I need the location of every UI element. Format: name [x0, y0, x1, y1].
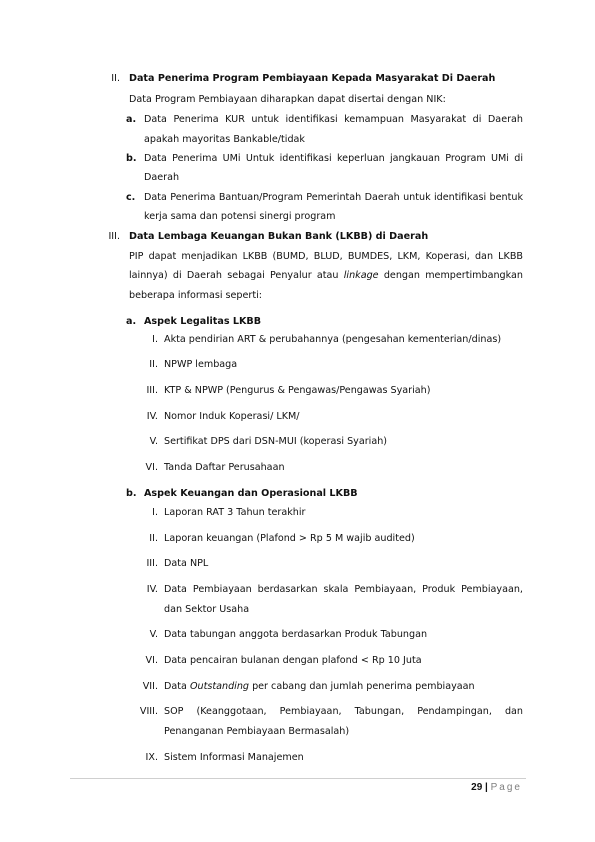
list-item-text: Akta pendirian ART & perubahannya (pengesahan kementerian/dinas)	[164, 334, 502, 345]
list-item-text: Data Penerima UMi Untuk identifikasi keperluan jangkauan Program UMi di	[144, 153, 523, 164]
section-intro: Data Program Pembiayaan diharapkan dapat disertai dengan NIK:	[129, 94, 446, 105]
list-item-text: Penanganan Pembiayaan Bermasalah)	[164, 726, 350, 737]
list-item-text: Sertifikat DPS dari DSN-MUI (koperasi Syariah)	[164, 436, 388, 447]
page-number: 29	[471, 782, 483, 793]
list-item-text: Data Outstanding per cabang dan jumlah penerima pembiayaan	[164, 681, 475, 692]
sub-heading-title: Aspek Legalitas LKBB	[144, 316, 262, 327]
sub-heading-title: Aspek Keuangan dan Operasional LKBB	[144, 488, 358, 499]
sub-heading-label: a.	[126, 316, 137, 327]
list-label: a.	[126, 114, 137, 125]
list-item-text: dan Sektor Usaha	[164, 604, 250, 615]
sub-heading-label: b.	[126, 488, 137, 499]
section-number: III.	[108, 231, 120, 242]
roman-number: IV.	[146, 411, 158, 422]
list-item-text: Laporan keuangan (Plafond > Rp 5 M wajib audited)	[164, 533, 415, 544]
section-number: II.	[111, 73, 120, 84]
list-item-text: SOP (Keanggotaan, Pembiayaan, Tabungan, Pendampingan, dan	[164, 706, 523, 717]
emphasis: linkage	[343, 270, 379, 281]
paragraph-line: PIP dapat menjadikan LKBB (BUMD, BLUD, BUMDES, LKM, Koperasi, dan LKBB	[129, 251, 523, 262]
roman-number: VI.	[145, 462, 158, 473]
list-label: c.	[126, 192, 136, 203]
list-item-text: Data Penerima Bantuan/Program Pemerintah Daerah untuk identifikasi bentuk	[144, 192, 523, 203]
roman-number: V.	[149, 629, 158, 640]
roman-number: II.	[149, 533, 158, 544]
roman-number: VI.	[145, 655, 158, 666]
list-item-text: Nomor Induk Koperasi/ LKM/	[164, 411, 300, 422]
section-title: Data Lembaga Keuangan Bukan Bank (LKBB) di Daerah	[129, 231, 429, 242]
list-item-text: Data tabungan anggota berdasarkan Produk Tabungan	[164, 629, 428, 640]
list-item-text: Data NPL	[164, 558, 209, 569]
roman-number: VIII.	[139, 706, 158, 717]
list-item-text: kerja sama dan potensi sinergi program	[144, 211, 336, 222]
roman-number: III.	[146, 385, 158, 396]
list-item-text: Tanda Daftar Perusahaan	[164, 462, 285, 473]
roman-number: III.	[146, 558, 158, 569]
footer-divider	[70, 778, 526, 779]
list-item-text: KTP & NPWP (Pengurus & Pengawas/Pengawas Syariah)	[164, 385, 431, 396]
emphasis: Outstanding	[189, 681, 250, 692]
list-item-text: Data pencairan bulanan dengan plafond < Rp 10 Juta	[164, 655, 422, 666]
list-item-text: Data Pembiayaan berdasarkan skala Pembiayaan, Produk Pembiayaan,	[164, 584, 523, 595]
footer-separator: |	[485, 782, 488, 793]
list-item-text: apakah mayoritas Bankable/tidak	[144, 134, 305, 145]
list-item-text: Data Penerima KUR untuk identifikasi kemampuan Masyarakat di Daerah	[144, 114, 523, 125]
roman-number: I.	[152, 334, 158, 345]
list-item-text: Sistem Informasi Manajemen	[164, 752, 304, 763]
page-number-footer	[471, 782, 522, 793]
list-label: b.	[126, 153, 137, 164]
roman-number: I.	[152, 507, 158, 518]
roman-number: IX.	[145, 752, 158, 763]
roman-number: IV.	[146, 584, 158, 595]
page-label: Page	[490, 782, 522, 793]
roman-number: II.	[149, 359, 158, 370]
section-title: Data Penerima Program Pembiayaan Kepada Masyarakat Di Daerah	[129, 73, 496, 84]
list-item-text: Daerah	[144, 172, 180, 183]
list-item-text: Laporan RAT 3 Tahun terakhir	[164, 507, 306, 518]
paragraph-line: lainnya) di Daerah sebagai Penyalur atau linkage dengan mempertimbangkan	[129, 270, 523, 281]
roman-number: V.	[149, 436, 158, 447]
list-item-text: NPWP lembaga	[164, 359, 238, 370]
paragraph-line: beberapa informasi seperti:	[129, 290, 263, 301]
roman-number: VII.	[142, 681, 158, 692]
